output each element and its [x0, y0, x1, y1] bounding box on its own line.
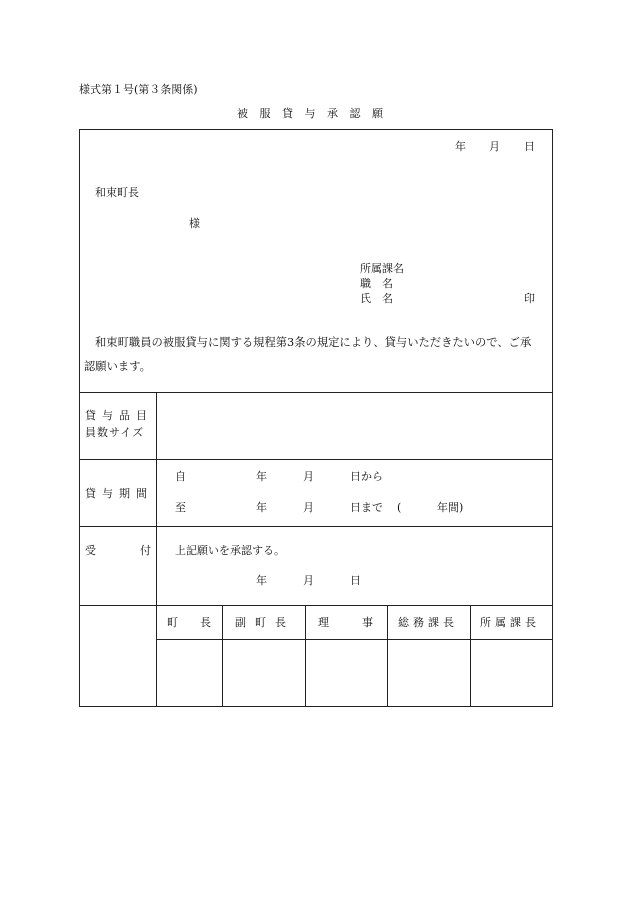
name-label: 氏 名: [360, 292, 393, 305]
approver-mayor-text: 町長: [167, 616, 233, 629]
request-text-line2: 認願います。: [84, 360, 151, 373]
period-from-day: 日から: [350, 470, 383, 483]
divider: [79, 605, 553, 606]
approver-mayor: [167, 616, 233, 629]
approver-department-chief: 所属課長: [480, 616, 540, 629]
divider: [79, 459, 553, 460]
period-label: 貸与期間: [85, 487, 153, 500]
seal-mark: 印: [524, 292, 535, 305]
approval-text: 上記願いを承認する。: [175, 544, 285, 557]
date-month-label: 月: [489, 140, 500, 153]
form-title: 被 服 貸 与 承 認 願: [237, 107, 387, 120]
form-number: 様式第１号(第３条関係): [79, 83, 198, 96]
divider: [470, 605, 471, 707]
approver-general-affairs-chief: 総務課長: [398, 616, 458, 629]
reception-label-left: 受: [85, 544, 96, 557]
approval-year: 年: [256, 574, 267, 587]
approval-month: 月: [303, 574, 314, 587]
period-years-suffix: 年間): [437, 501, 464, 514]
date-day-label: 日: [524, 140, 535, 153]
divider: [156, 392, 157, 707]
period-to-month: 月: [303, 501, 314, 514]
divider: [79, 526, 553, 527]
date-year-label: 年: [455, 140, 466, 153]
request-text-line1: 和束町職員の被服貸与に関する規程第3条の規定により、貸与いただきたいので、ご承: [95, 336, 532, 349]
reception-label-right: 付: [140, 544, 151, 557]
addressee-name: 和束町長: [95, 186, 139, 199]
period-from-month: 月: [303, 470, 314, 483]
items-label-line1: 貸与品目: [85, 409, 153, 422]
approver-deputy-mayor: 副町長: [235, 616, 295, 629]
period-to-prefix: 至: [175, 501, 186, 514]
approver-director: 理事: [318, 616, 406, 629]
divider: [305, 605, 306, 707]
period-to-day: 日まで: [350, 501, 383, 514]
items-label-line2: 員数サイズ: [85, 426, 145, 439]
dept-label: 所属課名: [360, 262, 404, 275]
period-from-prefix: 自: [175, 470, 186, 483]
period-paren-open: (: [397, 501, 402, 514]
addressee-honorific: 様: [189, 217, 200, 230]
period-to-year: 年: [256, 501, 267, 514]
divider: [79, 392, 553, 393]
divider: [156, 639, 553, 640]
approval-day: 日: [350, 574, 361, 587]
period-from-year: 年: [256, 470, 267, 483]
position-label: 職 名: [360, 277, 393, 290]
